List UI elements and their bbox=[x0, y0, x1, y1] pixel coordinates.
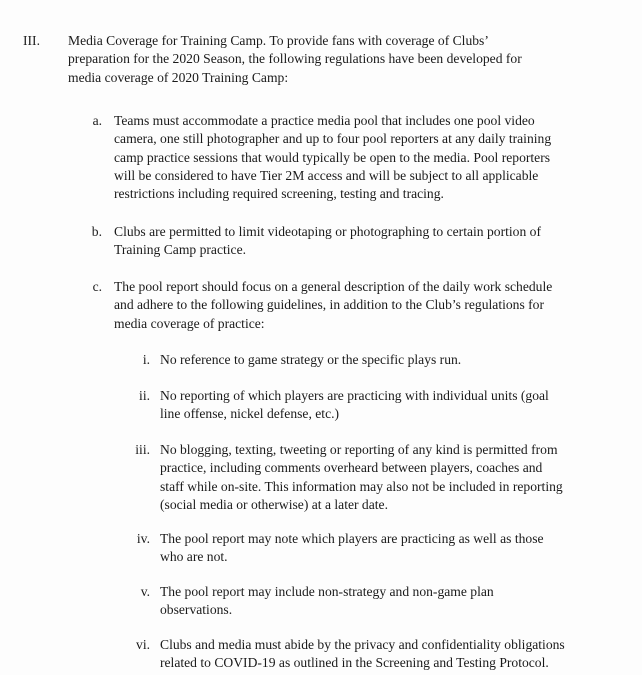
item-paragraph-a bbox=[114, 112, 624, 203]
section-line: Media Coverage for Training Camp. To provide fans with coverage of Clubs’ bbox=[68, 33, 489, 48]
subitem-marker-v: v. bbox=[140, 584, 150, 599]
subitem-paragraph-ii bbox=[160, 387, 630, 424]
subitem-marker-i: i. bbox=[142, 352, 150, 367]
subitem-line: practice, including comments overheard between players, coaches and bbox=[160, 460, 543, 476]
item-line: Clubs are permitted to limit videotaping or photographing to certain portion of bbox=[114, 224, 541, 239]
subitem-paragraph-vi bbox=[160, 636, 635, 673]
item-paragraph-c bbox=[114, 278, 624, 333]
item-marker-a: a. bbox=[92, 113, 102, 128]
section-number: III. bbox=[23, 33, 40, 48]
subitem-marker-iv: iv. bbox=[136, 531, 150, 546]
item-paragraph-b bbox=[114, 223, 624, 260]
section-heading-paragraph bbox=[68, 32, 608, 87]
subitem-line: The pool report may include non-strategy and non-game plan bbox=[160, 584, 494, 599]
subitem-paragraph-iv bbox=[160, 530, 630, 567]
subitem-line: (social media or otherwise) at a later date. bbox=[160, 496, 388, 512]
subitem-line: No reference to game strategy or the specific plays run. bbox=[160, 352, 462, 367]
subitem-line: line offense, nickel defense, etc.) bbox=[160, 406, 340, 422]
subitem-line: Clubs and media must abide by the privacy and confidentiality obligations bbox=[160, 637, 565, 652]
item-line: will be considered to have Tier 2M access and will be subject to all applicable bbox=[114, 167, 539, 183]
section-line: media coverage of 2020 Training Camp: bbox=[68, 69, 289, 85]
item-line: Training Camp practice. bbox=[114, 242, 247, 258]
subitem-line: No reporting of which players are practicing with individual units (goal bbox=[160, 388, 549, 403]
subitem-line: staff while on-site. This information may also not be included in reporting bbox=[160, 478, 563, 494]
item-line: camera, one still photographer and up to four pool reporters at any daily training bbox=[114, 131, 552, 147]
item-line: Teams must accommodate a practice media pool that includes one pool video bbox=[114, 113, 535, 128]
subitem-line: who are not. bbox=[160, 549, 228, 565]
subitem-line: The pool report may note which players are practicing as well as those bbox=[160, 531, 544, 546]
subitem-line: observations. bbox=[160, 602, 233, 618]
item-line: media coverage of practice: bbox=[114, 315, 265, 331]
subitem-paragraph-v bbox=[160, 583, 630, 620]
section-line: preparation for the 2020 Season, the following regulations have been developed for bbox=[68, 51, 522, 67]
subitem-paragraph-i bbox=[160, 351, 630, 369]
item-line: restrictions including required screening, testing and tracing. bbox=[114, 186, 444, 202]
subitem-paragraph-iii bbox=[160, 441, 630, 514]
item-line: The pool report should focus on a general description of the daily work schedule bbox=[114, 279, 553, 294]
subitem-line: related to COVID-19 as outlined in the Screening and Testing Protocol. bbox=[160, 655, 549, 671]
item-line: camp practice sessions that would typically be open to the media. Pool reporters bbox=[114, 149, 551, 165]
subitem-marker-vi: vi. bbox=[136, 637, 150, 652]
subitem-marker-ii: ii. bbox=[139, 388, 150, 403]
item-line: and adhere to the following guidelines, in addition to the Club’s regulations for bbox=[114, 297, 545, 313]
subitem-marker-iii: iii. bbox=[135, 442, 150, 457]
subitem-line: No blogging, texting, tweeting or reporting of any kind is permitted from bbox=[160, 442, 558, 457]
item-marker-b: b. bbox=[91, 224, 102, 239]
item-marker-c: c. bbox=[92, 279, 102, 294]
